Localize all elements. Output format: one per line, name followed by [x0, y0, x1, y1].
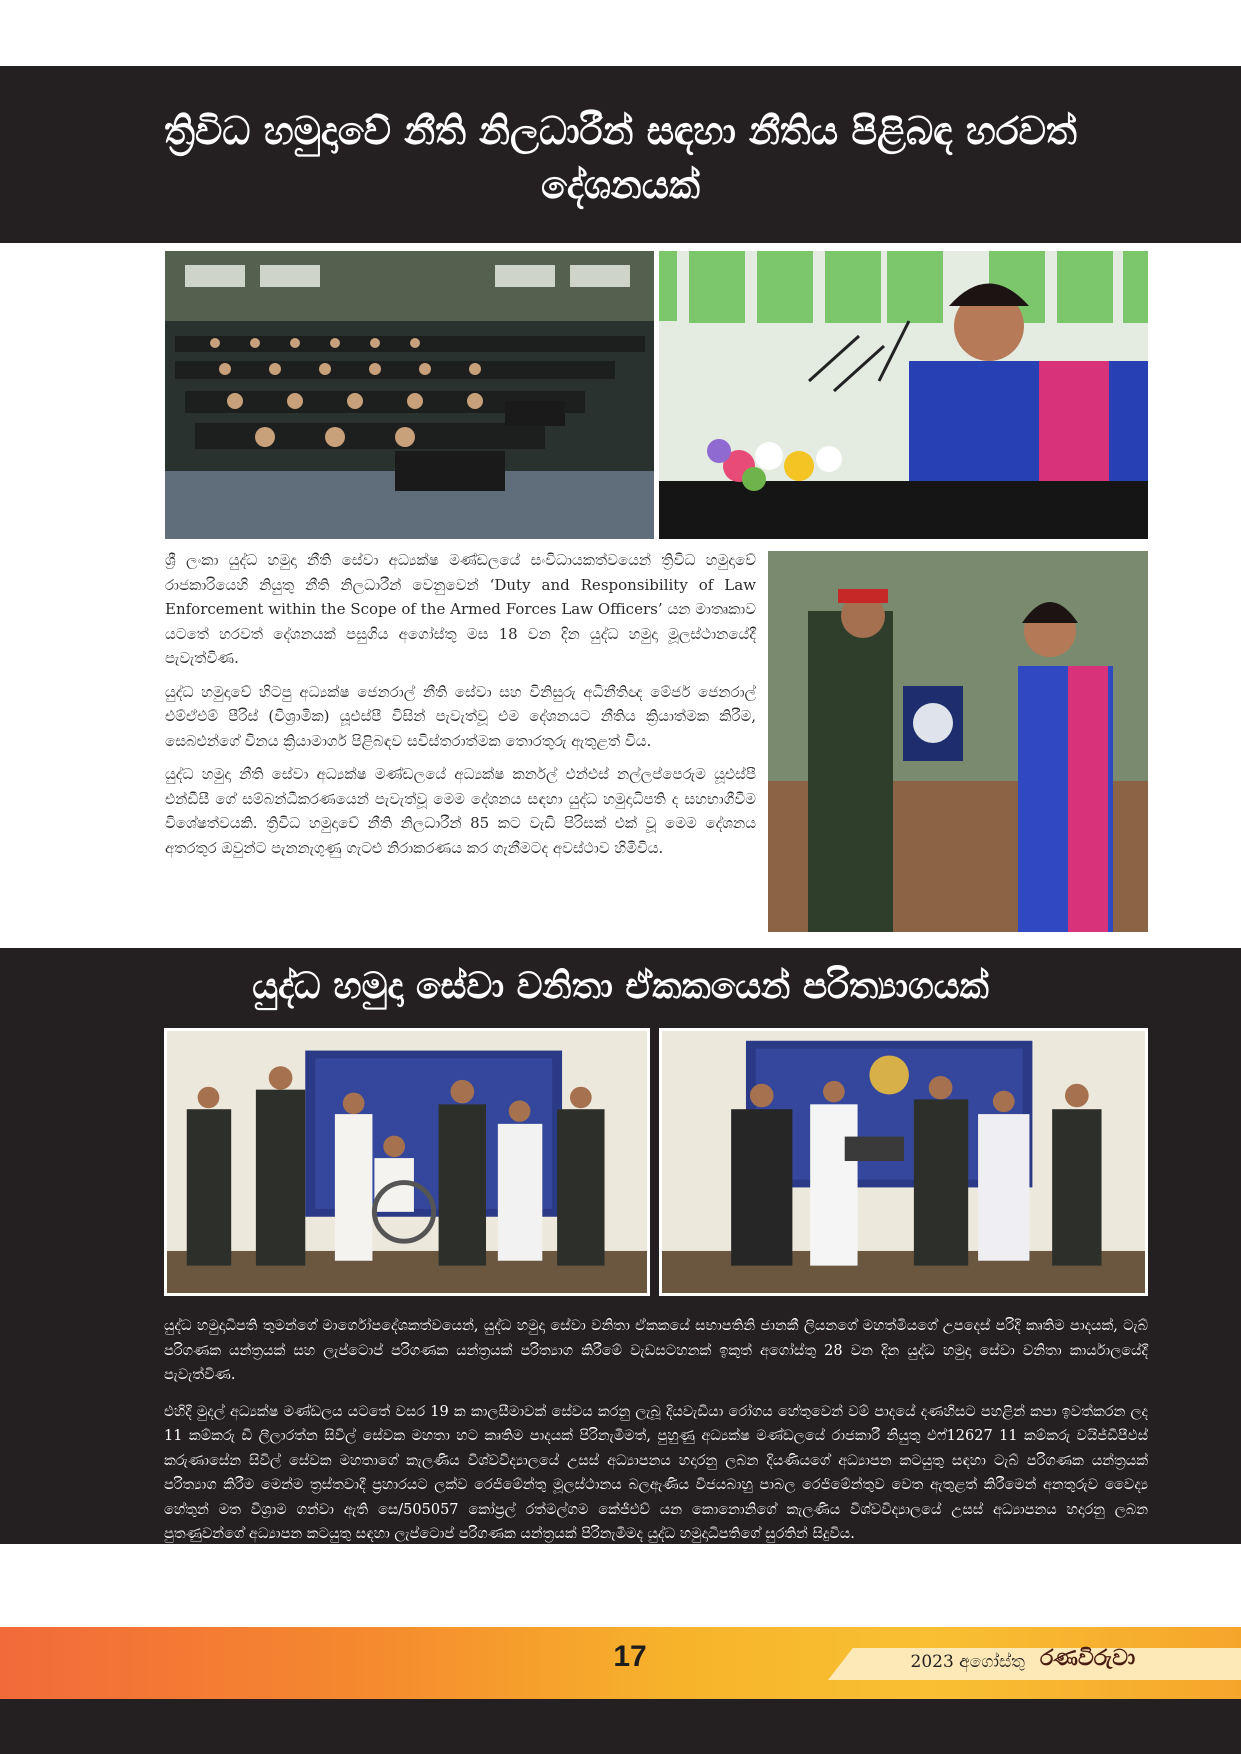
article-2-title: යුද්ධ හමුදා සේවා වනිතා ඒකකයෙන් පරිත්‍යාගයක්	[252, 966, 989, 1007]
photo-plaque-presentation	[768, 551, 1148, 932]
bottom-band	[0, 1699, 1241, 1754]
article-2-paragraph: යුද්ධ හමුදාධිපති තුමන්ගේ මාර්ගෝපදේශකත්වයෙන්, යුද්ධ හමුදා සේවා වනිතා ඒකකයේ සභාපතිනි ජානකී ලියනගේ මහත්මියගේ උපදෙස් පරිදි කෘතිම පාදයක්, ටැබ් පරිගණක යන්ත්‍රයක් සහ ලැප්ටොප් පරිගණක යන්ත්‍රයක් පරිත්‍යාග කිරීමේ වැඩසටහනක් ඉකුත් අගෝස්තු 28 වන දින යුද්ධ හමුදා සේවා වනිතා කාර්යාලයේදී පැවැත්විණ.	[164, 1318, 1148, 1383]
article-1-title: ත්‍රිවිධ හමුදාවේ නීති නිලධාරීන් සඳහා නීතිය පිළිබඳ හරවත් දේශනයක්	[164, 109, 1077, 207]
photo-speaker-podium	[659, 251, 1148, 539]
article-1-paragraph: යුද්ධ හමුදා නීති සේවා අධ්‍යක්ෂ මණ්ඩලයේ අධ්‍යක්ෂ කර්නල් එන්එස් නල්ලප්පෙරුම යූඑස්පී එන්ඩීසී ගේ සම්බන්ධීකරණයෙන් පැවැත්වූ මෙම දේශනය සඳහා යුද්ධ හමුදාධිපති ද සහභාගීවීම විශේෂත්වයකි. ත්‍රිවිධ හමුදාවේ නීති නිලධාරීන් 85 කට වැඩි පිරිසක් එක් වූ මෙම දේශනය අතරතුර ඔවුන්ට පැනනැගුණු ගැටළු නිරාකරණය කර ගැනීමටද අවස්ථාව හිමිවිය.	[165, 765, 756, 857]
article-2-paragraph: එහිදී මුදල් අධ්‍යක්ෂ මණ්ඩලය යටතේ වසර 19 ක කාලසීමාවක් සේවය කරනු ලැබූ දියවැඩියා රෝගය හේතුවෙන් වම් පාදයේ දණහිසට පහළින් කපා ඉවත්කරන ලද 11 කම්කරු ඩී ලීලාරත්න සිවිල් සේවක මහතා හට කෘතිම පාදයක් පිරිනැමීමත්, පුහුණු අධ්‍යක්ෂ මණ්ඩලයේ රාජකාරී නියුතු එෆ්12627 11 කම්කරු වයිජ්ඩීපීඑස් කරුණාසේන සිවිල් සේවක මහතාගේ කැලණිය විශ්වවිද්‍යාලයේ උසස් අධ්‍යාපනය හදාරනු ලබන දියණියගේ අධ්‍යාපන කටයුතු සඳහා ටැබ් පරිගණක යන්ත්‍රයක් පරිත්‍යාග කිරීම මෙන්ම ත්‍රස්තවාදී ප්‍රහාරයට ලක්ව රෙජිමේන්තු මූලස්ථානය බලඇණිය විජයබාහු පාබල රෙජිමේන්තුව වෙත ඇතුළත් කිරීමෙන් අනතුරුව වෛද්‍ය හේතුන් මත විශ්‍රාම ගන්වා ඇති සෙ/505057 කෝප්‍රල් රත්මල්ගම කේජීඑච් යන කොනොනිගේ කැලණිය විශ්වවිද්‍යාලයේ උසස් අධ්‍යාපනය හදාරනු ලබන පුතණුවන්ගේ අධ්‍යාපන කටයුතු සඳහා ලැප්ටොප් පරිගණක යන්ත්‍රයක් පිරිනැමීමද යුද්ධ හමුදාධිපතිගේ සුරතින් සිදුවිය.	[164, 1403, 1148, 1542]
issue-date: 2023 අගෝස්තු	[910, 1652, 1025, 1672]
article-1-paragraph: යුද්ධ හමුදාවේ හිටපු අධ්‍යක්ෂ ජෙනරාල් නීති සේවා සහ විනිසුරු අධිනීතිඥ මේජර් ජෙනරාල් එම්ඒඑම් පීරිස් (විශ්‍රාමික) යූඑස්පී විසින් පැවැත්වූ එම දේශනයට නීතිය ක්‍රියාත්මක කිරීම, සෙබළුන්ගේ විනය ක්‍රියාමාර්ග පිළිබඳව සවිස්තරාත්මක තොරතුරු ඇතුළත් විය.	[165, 682, 756, 750]
photo-group-wheelchair	[164, 1028, 650, 1296]
article-1-body	[165, 548, 756, 869]
article-1-paragraph: ශ්‍රී ලංකා යුද්ධ හමුදා නීති සේවා අධ්‍යක්ෂ මණ්ඩලයේ සංවිධායකත්වයෙන් ත්‍රිවිධ හමුදාවේ රාජකාරියෙහි නියුතු නීති නිලධාරීන් වෙනුවෙන් ‘Duty and Responsibility of Law Enforcement within the Scope of the Armed Forces Law Officers’ යන මාතෘකාව යටතේ හරවත් දේශනයක් පසුගිය අගෝස්තු මස 18 වන දින යුද්ධ හමුදා මූලස්ථානයේදී පැවැත්විණ.	[165, 551, 756, 667]
article-2-body	[164, 1314, 1148, 1559]
magazine-logo: රණවිරුවා	[1040, 1646, 1136, 1671]
page-number: 17	[613, 1640, 647, 1673]
photo-auditorium-officers	[165, 251, 654, 539]
photo-laptop-handover	[659, 1028, 1148, 1296]
